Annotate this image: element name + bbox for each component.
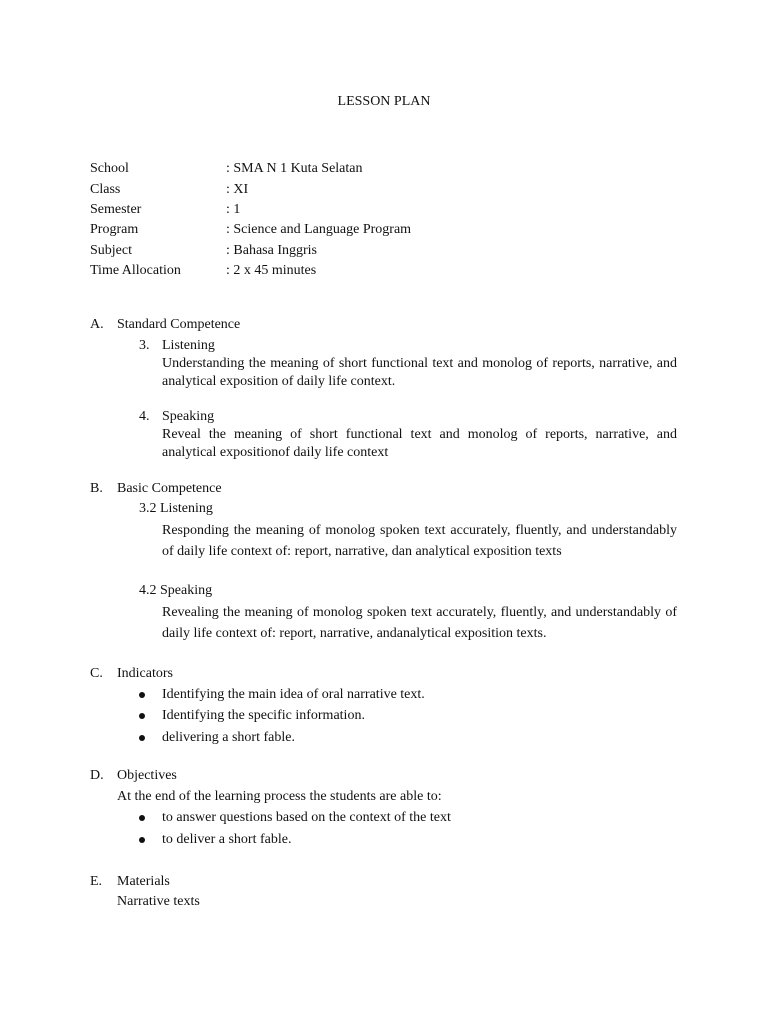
section-c-heading: Indicators: [117, 666, 173, 681]
item-number: 4.: [139, 409, 150, 424]
info-label-subject: Subject: [90, 243, 132, 258]
bullet-icon: [139, 837, 145, 843]
item-description: Revealing the meaning of monolog spoken text accurately, fluently, and understandably of daily life context of: report, narrative, andanalytical exposition texts.: [162, 605, 677, 641]
section-e-letter: E.: [90, 874, 103, 889]
item-label: 3.2 Listening: [139, 501, 213, 516]
item-description: Understanding the meaning of short functional text and monolog of reports, narrative, and analytical exposition of daily life context.: [162, 356, 677, 389]
bullet-icon: [139, 815, 145, 821]
list-item: Identifying the main idea of oral narrative text.: [162, 687, 425, 702]
info-value-subject: : Bahasa Inggris: [226, 243, 317, 258]
list-item: to deliver a short fable.: [162, 832, 292, 847]
bullet-icon: [139, 735, 145, 741]
info-label-class: Class: [90, 182, 121, 197]
section-c-letter: C.: [90, 666, 103, 681]
section-a-letter: A.: [90, 317, 104, 332]
objectives-intro: At the end of the learning process the students are able to:: [117, 789, 442, 804]
info-value-semester: : 1: [226, 202, 241, 217]
list-item: Identifying the specific information.: [162, 708, 365, 723]
section-e-heading: Materials: [117, 874, 170, 889]
list-item: delivering a short fable.: [162, 730, 295, 745]
bullet-icon: [139, 713, 145, 719]
info-value-program: : Science and Language Program: [226, 222, 412, 237]
page-title: LESSON PLAN: [337, 94, 431, 109]
list-item: to answer questions based on the context of the text: [162, 810, 451, 825]
section-d-heading: Objectives: [117, 768, 177, 783]
item-name: Speaking: [162, 409, 215, 424]
item-description: Reveal the meaning of short functional text and monolog of reports, narrative, and analytical expositionof daily life context: [162, 427, 677, 460]
section-b-letter: B.: [90, 481, 103, 496]
item-label: 4.2 Speaking: [139, 583, 213, 598]
item-number: 3.: [139, 338, 150, 353]
info-value-class: : XI: [226, 182, 249, 197]
info-label-school: School: [90, 161, 129, 176]
materials-text: Narrative texts: [117, 894, 200, 909]
item-description: Responding the meaning of monolog spoken text accurately, fluently, and understandably of daily life context of: report, narrative, dan analytical exposition texts: [162, 523, 677, 559]
section-a-heading: Standard Competence: [117, 317, 241, 332]
info-label-program: Program: [90, 222, 139, 237]
info-value-time-allocation: : 2 x 45 minutes: [226, 263, 317, 278]
bullet-icon: [139, 692, 145, 698]
section-b-heading: Basic Competence: [117, 481, 222, 496]
info-label-time-allocation: Time Allocation: [90, 263, 181, 278]
section-d-letter: D.: [90, 768, 104, 783]
info-label-semester: Semester: [90, 202, 142, 217]
item-name: Listening: [162, 338, 215, 353]
info-value-school: : SMA N 1 Kuta Selatan: [226, 161, 363, 176]
